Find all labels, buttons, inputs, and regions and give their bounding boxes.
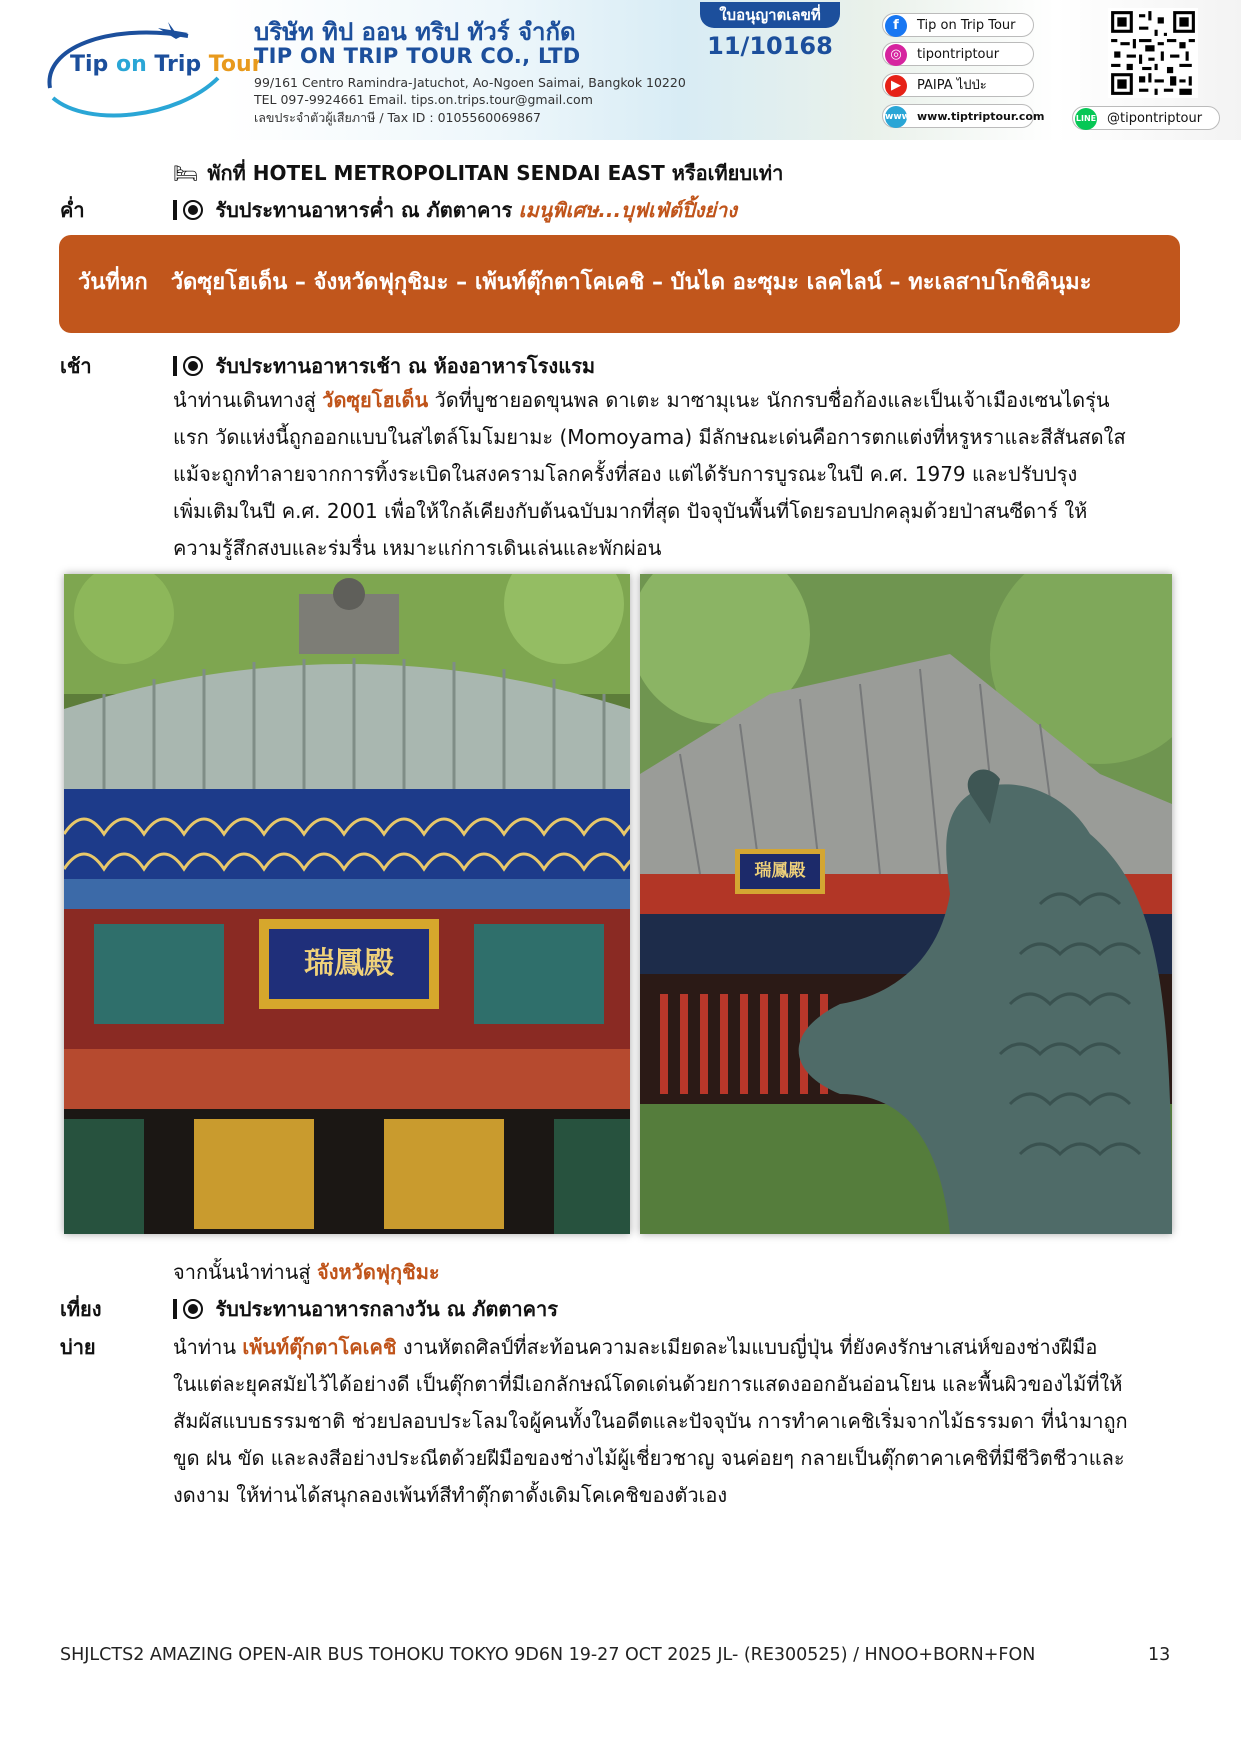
- line-link[interactable]: [1072, 106, 1220, 130]
- company-address: 99/161 Centro Ramindra-Jatuchot, Ao-Ngoen Saimai, Bangkok 10220: [254, 75, 686, 90]
- qr-code[interactable]: [1108, 8, 1198, 98]
- dinner-text: รับประทานอาหารค่ำ ณ ภัตตาคาร: [215, 198, 513, 222]
- temple-photo-right: [640, 574, 1172, 1234]
- day-label: วันที่หก: [78, 270, 148, 295]
- breakfast-line: [173, 350, 595, 382]
- afternoon-paragraph: [173, 1329, 1183, 1514]
- facebook-icon: f: [885, 15, 907, 37]
- paragraph-line: [173, 1329, 1183, 1366]
- instagram-icon: ◎: [885, 44, 907, 66]
- morning-paragraph: [173, 382, 1183, 567]
- dinner-line: [173, 194, 737, 226]
- paragraph-line: แรก วัดแห่งนี้ถูกออกแบบในสไตล์โมโมยามะ (Momoyama) มีลักษณะเด่นคือการตกแต่งที่หรูหราและสีสันสดใส: [173, 425, 1126, 449]
- dinner-menu: เมนูพิเศษ...บุฟเฟ่ต์ปิ้งย่าง: [518, 198, 738, 222]
- page-header: [0, 0, 1241, 140]
- youtube-label: PAIPA ไปป่ะ: [917, 78, 987, 93]
- dragon-statue-illustration: [640, 574, 1172, 1234]
- plate-icon: [183, 356, 203, 376]
- temple-plaque-left: 瑞鳳殿: [304, 946, 394, 981]
- youtube-link[interactable]: [882, 73, 1034, 97]
- bed-icon: 🛏: [173, 161, 199, 185]
- next-destination-text: จากนั้นนำท่านสู่: [173, 1260, 317, 1284]
- instagram-link[interactable]: [882, 42, 1034, 66]
- company-name-english: TIP ON TRIP TOUR CO., LTD: [254, 44, 581, 68]
- paragraph-line: ความรู้สึกสงบและร่มรื่น เหมาะแก่การเดินเล่นและพักผ่อน: [173, 536, 662, 560]
- text-run: นำท่าน: [173, 1335, 243, 1359]
- facebook-link[interactable]: [882, 13, 1034, 37]
- day-title: [78, 264, 1091, 299]
- fork-icon: [173, 1299, 177, 1319]
- license-label: ใบอนุญาตเลขที่: [700, 2, 840, 28]
- paragraph-line: [173, 382, 1183, 419]
- temple-plaque-right: 瑞鳳殿: [754, 861, 806, 881]
- youtube-icon: ▶: [885, 75, 907, 97]
- paragraph-line: เพิ่มเติมในปี ค.ศ. 2001 เพื่อให้ใกล้เคียงกับต้นฉบับมากที่สุด ปัจจุบันพื้นที่โดยรอบปกคลุมด้วยป่าสนซีดาร์ ให้: [173, 499, 1088, 523]
- logo-text: Tip on Trip Tour: [70, 52, 263, 77]
- company-name-thai: บริษัท ทิป ออน ทริป ทัวร์ จำกัด: [254, 18, 576, 46]
- paragraph-line: สัมผัสแบบธรรมชาติ ช่วยปลอบประโลมใจผู้คนทั้งในอดีตและปัจจุบัน การทำคาเคชิเริ่มจากไม้ธรรมดา ที่นำมาถูก: [173, 1409, 1128, 1433]
- line-label: @tipontriptour: [1107, 111, 1203, 126]
- footer-tour-code: SHJLCTS2 AMAZING OPEN-AIR BUS TOHOKU TOKYO 9D6N 19-27 OCT 2025 JL- (RE300525) / HNOO+BORN+FON: [60, 1645, 1036, 1665]
- dinner-label: ค่ำ: [60, 198, 85, 222]
- text-run: งานหัตถศิลป์ที่สะท้อนความละเมียดละไมแบบญี่ปุ่น ที่ยังคงรักษาเสน่ห์ของช่างฝีมือ: [396, 1335, 1098, 1359]
- temple-facade-illustration: [64, 574, 630, 1234]
- next-destination-highlight: จังหวัดฟุกุชิมะ: [316, 1260, 440, 1284]
- license-number: 11/10168: [707, 32, 833, 60]
- afternoon-label: บ่าย: [60, 1335, 96, 1359]
- instagram-label: tipontriptour: [917, 47, 1000, 62]
- line-app-icon: LINE: [1075, 108, 1097, 130]
- day-route: วัดซุยโฮเด็น – จังหวัดฟุกุชิมะ – เพ้นท์ตุ๊กตาโคเคชิ – บันได อะซุมะ เลคไลน์ – ทะเลสาบโกชิคินุมะ: [170, 270, 1092, 295]
- globe-icon: www: [885, 106, 907, 128]
- hotel-text: พักที่ HOTEL METROPOLITAN SENDAI EAST หรือเทียบเท่า: [207, 161, 784, 185]
- next-destination-line: [173, 1256, 440, 1288]
- page-number: 13: [1148, 1645, 1171, 1665]
- breakfast-text: รับประทานอาหารเช้า ณ ห้องอาหารโรงแรม: [215, 354, 596, 378]
- lunch-label: เที่ยง: [60, 1297, 102, 1321]
- highlight-temple: วัดซุยโฮเด็น: [322, 388, 429, 412]
- temple-photo-left: [64, 574, 630, 1234]
- hotel-line: [173, 157, 783, 189]
- plate-icon: [183, 200, 203, 220]
- company-contact: TEL 097-9924661 Email. tips.on.trips.tour@gmail.com: [254, 92, 593, 107]
- paragraph-line: ในแต่ละยุคสมัยไว้ได้อย่างดี เป็นตุ๊กตาที่มีเอกลักษณ์โดดเด่นด้วยการแสดงออกอันอ่อนโยน และพื้นผิวของไม้ที่ให้: [173, 1372, 1123, 1396]
- morning-label: เช้า: [60, 354, 92, 378]
- company-tax-id: เลขประจำตัวผู้เสียภาษี / Tax ID : 0105560069867: [254, 110, 541, 125]
- fork-icon: [173, 356, 177, 376]
- highlight-kokeshi: เพ้นท์ตุ๊กตาโคเคชิ: [242, 1335, 397, 1359]
- text-run: วัดที่บูชายอดขุนพล ดาเตะ มาซามุเนะ นักกรบชื่อก้องและเป็นเจ้าเมืองเซนไดรุ่น: [428, 388, 1110, 412]
- facebook-label: Tip on Trip Tour: [917, 18, 1016, 33]
- paragraph-line: ขูด ฝน ขัด และลงสีอย่างประณีตด้วยฝีมือของช่างไม้ผู้เชี่ยวชาญ จนค่อยๆ กลายเป็นตุ๊กตาคาเคชิที่มีชีวิตชีวาและ: [173, 1446, 1125, 1470]
- paragraph-line: แม้จะถูกทำลายจากการทิ้งระเบิดในสงครามโลกครั้งที่สอง แต่ได้รับการบูรณะในปี ค.ศ. 1979 และปรับปรุง: [173, 462, 1078, 486]
- website-label: www.tiptriptour.com: [917, 110, 1045, 123]
- text-run: นำท่านเดินทางสู่: [173, 388, 323, 412]
- plate-icon: [183, 1299, 203, 1319]
- fork-icon: [173, 200, 177, 220]
- paragraph-line: งดงาม ให้ท่านได้สนุกลองเพ้นท์สีทำตุ๊กตาดั้งเดิมโคเคชิของตัวเอง: [173, 1483, 728, 1507]
- website-link[interactable]: [882, 104, 1045, 128]
- lunch-line: [173, 1293, 558, 1325]
- lunch-text: รับประทานอาหารกลางวัน ณ ภัตตาคาร: [215, 1297, 558, 1321]
